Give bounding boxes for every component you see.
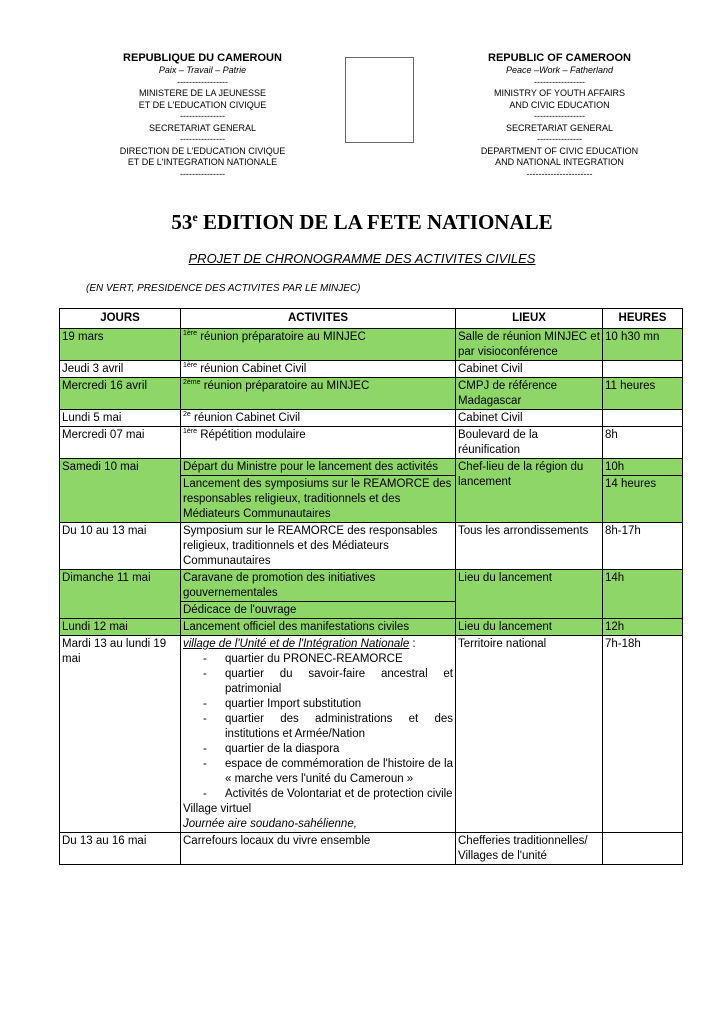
cell-activity: Lancement officiel des manifestations civiles [181,619,456,636]
motto-en: Peace –Work – Fatherland [505,65,614,75]
separator: ----------------- [534,111,585,121]
col-header-heures: HEURES [603,309,683,329]
cell-activity: Dédicace de l'ouvrage [181,602,456,619]
cell-place: Chefferies traditionnelles/ Villages de l'unité [456,833,603,865]
cell-time [603,833,683,865]
secretariat-fr: SECRETARIAT GENERAL [148,122,257,133]
list-item: - quartier du savoir-faire ancestral et patrimonial [203,667,453,697]
table-row [60,329,683,361]
activity-text: réunion préparatoire au MINJEC [200,380,370,392]
table-row [60,378,683,410]
list-item: - espace de commémoration de l'histoire de la « marche vers l'unité du Cameroun » [203,757,453,787]
table-row [60,833,683,865]
ordinal: 1ère [183,428,198,436]
country-name-fr: REPUBLIQUE DU CAMEROUN [123,52,282,64]
separator: --------------- [180,111,225,121]
cell-time [603,361,683,378]
ordinal: 1ère [183,362,198,370]
cell-place: Tous les arrondissements [456,523,603,570]
ordinal: 2e [183,411,191,419]
cell-place: Cabinet Civil [456,410,603,427]
village-heading [183,637,453,652]
table-row [60,361,683,378]
ministry-line-2: ET DE L'EDUCATION CIVIQUE [138,99,267,110]
cell-place: CMPJ de référence Madagascar [456,378,603,410]
cell-day: 19 mars [60,329,181,361]
cell-day: Mercredi 16 avril [60,378,181,410]
cell-activity [181,636,456,833]
cell-day: Mercredi 07 mai [60,427,181,459]
table-row [60,523,683,570]
list-item: - quartier Import substitution [203,697,453,712]
cell-time: 7h-18h [603,636,683,833]
title-text: EDITION DE LA FETE NATIONALE [197,210,553,234]
header-right [452,52,667,180]
department-line-1: DEPARTMENT OF CIVIC EDUCATION [480,145,639,156]
ordinal: 1ère [183,330,198,338]
separator: ----------------- [534,76,585,87]
cell-activity [181,329,456,361]
col-header-activites: ACTIVITES [181,309,456,329]
subtitle: PROJET DE CHRONOGRAMME DES ACTIVITES CIVILES [188,251,536,266]
motto-fr: Paix – Travail – Patrie [158,65,247,75]
department-line-2: AND NATIONAL INTEGRATION [495,157,624,167]
cell-place: Territoire national [456,636,603,833]
cell-activity: Lancement des symposiums sur le REAMORCE des responsables religieux, traditionnels et des Médiateurs Communautaires [181,476,456,523]
list-item: - quartier des administrations et des institutions et Armée/Nation [203,712,453,742]
direction-line-1: DIRECTION DE L'EDUCATION CIVIQUE [119,145,286,156]
list-item: - Activités de Volontariat et de protection civile [203,787,453,802]
cell-activity: Symposium sur le REAMORCE des responsables religieux, traditionnels et des Médiateurs Communautaires [181,523,456,570]
activity-text: réunion Cabinet Civil [197,363,307,375]
colon: : [409,638,416,650]
activity-text: réunion Cabinet Civil [190,412,301,424]
cell-place: Cabinet Civil [456,361,603,378]
ministry-line-1: MINISTERE DE LA JEUNESSE [138,88,267,98]
cell-time: 8h-17h [603,523,683,570]
cell-place: Lieu du lancement [456,619,603,636]
cell-day: Samedi 10 mai [60,459,181,523]
direction-line-2: ET DE L'INTEGRATION NATIONALE [127,157,278,167]
cell-day: Lundi 5 mai [60,410,181,427]
secretariat-en: SECRETARIAT GENERAL [505,122,614,133]
cell-activity [181,410,456,427]
schedule-table [59,308,683,865]
ministry-line-1: MINISTRY OF YOUTH AFFAIRS [493,88,626,98]
list-item: - quartier du PRONEC-REAMORCE [203,652,453,667]
cell-day: Mardi 13 au lundi 19 mai [60,636,181,833]
ministry-line-2: AND CIVIC EDUCATION [509,99,610,110]
cell-place: Boulevard de la réunification [456,427,603,459]
header-left [95,52,310,180]
cell-day: Du 13 au 16 mai [60,833,181,865]
cell-time: 10h [603,459,683,476]
list-item: - quartier de la diaspora [203,742,453,757]
cell-time: 8h [603,427,683,459]
cell-time: 14 heures [603,476,683,523]
sahel-day: Journée aire soudano-sahélienne, [183,818,357,830]
cell-place: Salle de réunion MINJEC et par visioconférence [456,329,603,361]
table-row [60,410,683,427]
cell-place: Chef-lieu de la région du lancement [456,459,603,523]
activity-text: réunion préparatoire au MINJEC [197,331,366,343]
cell-activity [181,361,456,378]
table-row [60,619,683,636]
table-row [60,570,683,602]
col-header-jours: JOURS [60,309,181,329]
cell-day: Jeudi 3 avril [60,361,181,378]
cell-time: 12h [603,619,683,636]
cell-day: Dimanche 11 mai [60,570,181,619]
page-title [0,210,724,235]
separator: --------------- [180,134,225,144]
separator: --------------- [537,134,582,144]
cell-activity: Départ du Ministre pour le lancement des activités [181,459,456,476]
country-name-en: REPUBLIC OF CAMEROON [488,52,631,64]
cell-activity [181,378,456,410]
emblem-placeholder [345,57,414,143]
title-suffix: e [192,210,198,224]
cell-day: Lundi 12 mai [60,619,181,636]
cell-place: Lieu du lancement [456,570,603,619]
table-row [60,427,683,459]
table-row [60,636,683,833]
activity-text: Répétition modulaire [197,429,306,441]
separator: ----------------- [177,76,228,87]
cell-time [603,410,683,427]
cell-activity: Carrefours locaux du vivre ensemble [181,833,456,865]
legend-note: (EN VERT, PRESIDENCE DES ACTIVITES PAR LE MINJEC) [86,283,361,294]
cell-time: 14h [603,570,683,619]
cell-time: 10 h30 mn [603,329,683,361]
ordinal: 2ème [183,379,201,387]
village-title: village de l'Unité et de l'Intégration Nationale [183,638,410,650]
separator: ---------------------- [526,168,593,179]
cell-activity: Caravane de promotion des initiatives gouvernementales [181,570,456,602]
title-number: 53 [171,210,193,234]
table-header-row [60,309,683,329]
virtual-village: Village virtuel [183,803,252,815]
col-header-lieux: LIEUX [456,309,603,329]
village-quarters-list [183,652,453,802]
cell-activity [181,427,456,459]
cell-time: 11 heures [603,378,683,410]
cell-day: Du 10 au 13 mai [60,523,181,570]
separator: --------------- [180,168,225,179]
table-row [60,459,683,476]
